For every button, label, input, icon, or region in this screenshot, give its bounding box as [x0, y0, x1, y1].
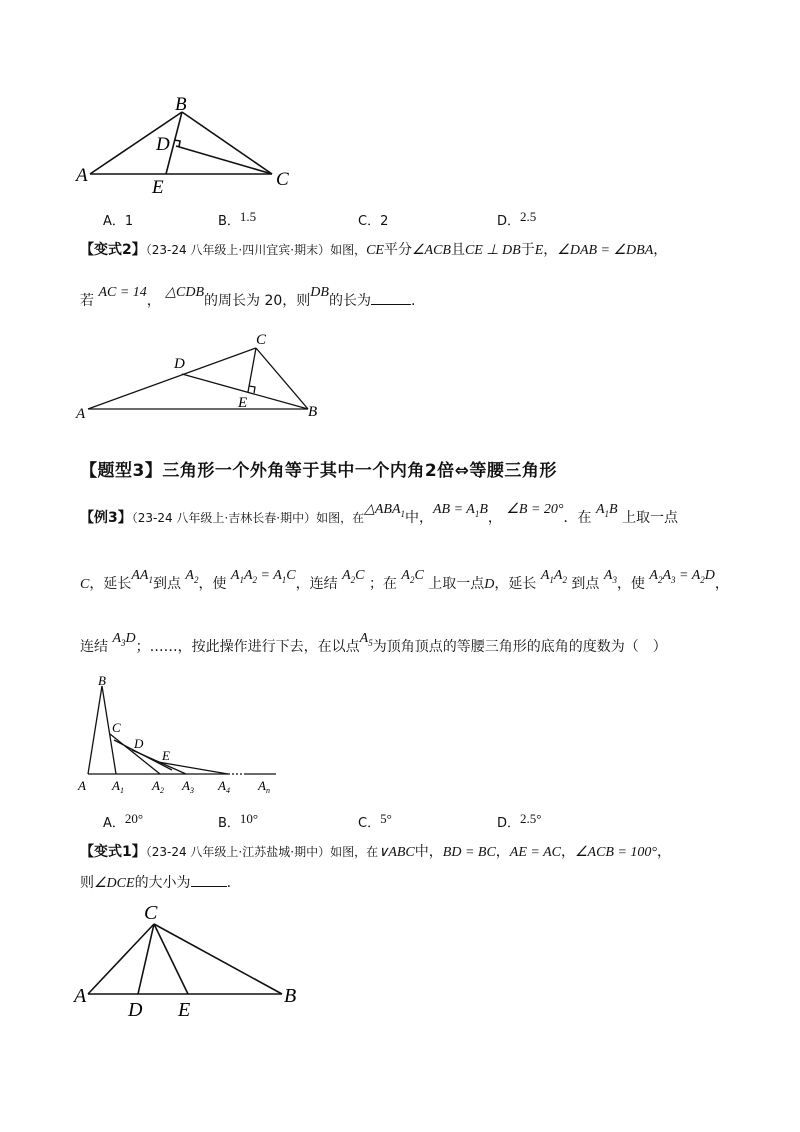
option-letter: C． [358, 214, 381, 229]
label-a: A [76, 406, 86, 422]
example3-line2 [80, 568, 729, 599]
option-d-3[interactable] [497, 812, 541, 831]
math-a2c [342, 568, 364, 583]
text: 的周长为 20，则 [204, 293, 311, 309]
text: A [595, 502, 605, 517]
math-angle-b: ∠B = 20° [506, 502, 564, 517]
text: AB = A [433, 502, 475, 517]
sub: 1 [400, 508, 405, 519]
answer-blank[interactable] [371, 290, 411, 305]
label-a: A [78, 778, 86, 793]
answer-blank[interactable] [191, 872, 227, 887]
label-b: B [308, 404, 318, 420]
text: . [410, 293, 416, 309]
option-letter: B． [218, 816, 240, 831]
label-a2: $A_2$ [152, 778, 164, 795]
text: 于 [520, 242, 535, 258]
text: A [185, 568, 194, 583]
text: 中， [414, 844, 443, 860]
sub: 2 [700, 574, 705, 585]
text: . [226, 875, 232, 891]
math-a1a2 [541, 568, 567, 583]
source-note: （23-24 八年级上·吉林长春·期中）如图，在 [131, 511, 365, 525]
label-d: D [156, 134, 170, 155]
option-letter: A． [103, 816, 125, 831]
text: D [704, 568, 715, 583]
example3-line3 [80, 631, 667, 662]
option-letter: D． [497, 214, 521, 229]
text: A [553, 568, 563, 583]
text: ， [495, 844, 510, 860]
option-value: 2 [380, 214, 389, 229]
text: ， [487, 510, 502, 526]
figure-triangle-acb-2 [72, 328, 332, 424]
variant-tag: 【变式2】 [80, 242, 146, 258]
text: A [401, 568, 410, 583]
text: ，延长 [89, 576, 132, 592]
text: = A [257, 568, 282, 583]
sub: 1 [604, 508, 610, 519]
label-d: D [174, 356, 185, 372]
text: A [540, 568, 550, 583]
label-a4: $A_4$ [218, 778, 230, 795]
variant1-line1 [80, 842, 671, 863]
figure-triangle-abc-1 [70, 92, 300, 202]
label-c: C [276, 169, 289, 190]
text: 且 [450, 242, 465, 258]
text: A [603, 568, 613, 583]
option-a-3[interactable] [103, 812, 143, 831]
label-e: E [162, 748, 170, 763]
math-perp: CE ⊥ DB [464, 243, 521, 258]
math-ac-14: AC = 14 [98, 285, 147, 300]
math-a3 [604, 568, 617, 583]
variant2-line2 [80, 285, 416, 312]
math-a2a3-a2d: $A_2A_3 = A_2D$ [649, 568, 715, 585]
math-ae-ac: AE = AC [509, 845, 561, 860]
variant2-line1 [80, 240, 667, 261]
label-b: B [284, 985, 297, 1007]
math-ce: CE [366, 243, 384, 258]
text: A [691, 568, 701, 583]
label-b: B [98, 673, 106, 688]
math-triangle-cdb: △CDB [165, 285, 205, 300]
text: 上取一点 [622, 510, 679, 526]
text: D [125, 631, 136, 646]
example-tag: 【例3】 [80, 510, 132, 526]
sub: 2 [193, 574, 199, 585]
option-b-3[interactable] [218, 812, 258, 831]
text: 中， [405, 510, 433, 526]
source-note: （23-24 八年级上·四川宜宾·期末）如图， [145, 243, 367, 257]
text: C [414, 568, 424, 583]
option-value: 10° [239, 811, 259, 826]
label-b: B [175, 94, 187, 115]
option-value: 20° [124, 811, 144, 826]
option-letter: D． [497, 816, 521, 831]
text: C [286, 568, 296, 583]
math-a3d [112, 631, 135, 646]
label-c: C [112, 720, 121, 735]
text: A [112, 631, 122, 646]
text: ，延长 [494, 576, 537, 592]
text: 平分 [383, 242, 412, 258]
sub: 2 [350, 574, 356, 585]
option-value: 5° [380, 811, 392, 826]
label-an: $A_n$ [258, 778, 270, 795]
sub: 2 [562, 574, 567, 585]
text: ；在 [368, 576, 397, 592]
sub: 1 [239, 574, 244, 585]
sub: 2 [657, 574, 663, 585]
text: A [243, 568, 253, 583]
math-triangle-abc: ∨ABC [378, 845, 415, 860]
math-aa1 [131, 568, 153, 583]
option-value: 1.5 [239, 209, 257, 224]
option-letter: C． [358, 816, 381, 831]
text: B [479, 502, 488, 517]
option-b-1[interactable] [218, 210, 256, 229]
option-value: 1 [124, 214, 134, 229]
text: 的大小为 [134, 875, 191, 891]
text: ，连结 [295, 576, 338, 592]
text: A [342, 568, 351, 583]
source-note: （23-24 八年级上·江苏盐城·期中）如图，在 [145, 845, 379, 859]
text: △ABA [364, 502, 401, 517]
sub: 1 [474, 508, 480, 519]
text: ；……，按此操作进行下去，在以点 [135, 639, 360, 655]
math-c: C [80, 577, 90, 592]
math-triangle-aba1 [364, 502, 405, 517]
sub: 2 [252, 574, 258, 585]
text: 到点 [571, 576, 600, 592]
option-value: 2.5° [520, 811, 542, 826]
math-angle-acb: ∠ACB [411, 243, 451, 258]
sub: 3 [612, 574, 617, 585]
math-a2c [401, 568, 423, 583]
text: AA [131, 568, 149, 583]
text: B [609, 502, 618, 517]
option-letter: B． [218, 214, 240, 229]
text: 若 [80, 293, 94, 309]
label-c: C [256, 332, 267, 348]
math-a1b [596, 502, 618, 517]
label-d: D [128, 999, 143, 1021]
math-angle-acb: ∠ACB = 100° [574, 845, 658, 860]
label-a3: $A_3$ [182, 778, 194, 795]
text: ， [560, 844, 575, 860]
label-e: E [238, 395, 248, 411]
text: 则 [80, 875, 94, 891]
text: ，使 [616, 576, 645, 592]
text: A [662, 568, 672, 583]
figure-isosceles-chain [72, 670, 282, 798]
option-a-1[interactable] [103, 210, 133, 229]
text: ．在 [563, 510, 592, 526]
sub: 3 [671, 574, 676, 585]
label-c: C [144, 902, 158, 924]
option-c-1[interactable] [358, 210, 388, 229]
math-ab-a1b [433, 502, 488, 517]
math-d: D [484, 577, 495, 592]
math-angle-eq: ∠DAB = ∠DBA [557, 243, 654, 258]
math-angle-dce: ∠DCE [94, 876, 135, 891]
option-value: 2.5 [520, 209, 537, 224]
label-a: A [74, 985, 87, 1007]
text: ， [543, 242, 558, 258]
section-heading-3: 【题型3】三角形一个外角等于其中一个内角2倍⇔等腰三角形 [80, 461, 557, 481]
text: ， [146, 293, 161, 309]
text: ， [653, 242, 668, 258]
sub: 2 [409, 574, 415, 585]
text: A [359, 631, 369, 646]
math-bd-bc: BD = BC [442, 845, 496, 860]
option-letter: A． [103, 214, 125, 229]
text: A [230, 568, 240, 583]
variant-tag: 【变式1】 [80, 844, 146, 860]
sub: 5 [368, 637, 373, 648]
text: 为顶角顶点的等腰三角形的底角的度数为（ ） [372, 639, 667, 655]
option-c-3[interactable] [358, 812, 392, 831]
math-a1a2-a1c [231, 568, 296, 583]
math-db: DB [310, 285, 329, 300]
text: 连结 [80, 639, 108, 655]
sub: 3 [121, 637, 126, 648]
math-a5 [360, 631, 373, 646]
text: 上取一点 [428, 576, 485, 592]
figure-triangle-abc-4 [72, 898, 332, 1022]
text: ，使 [198, 576, 227, 592]
label-e: E [152, 177, 164, 198]
text: ， [714, 576, 729, 592]
text: ， [657, 844, 672, 860]
example3-line1 [80, 502, 679, 533]
sub: 1 [549, 574, 554, 585]
sub: 1 [148, 574, 153, 585]
option-d-1[interactable] [497, 210, 536, 229]
sub: 1 [281, 574, 287, 585]
label-d: D [134, 736, 144, 751]
label-a: A [76, 165, 88, 186]
text: 的长为 [328, 293, 371, 309]
math-e: E [534, 243, 544, 258]
variant1-line2 [80, 872, 231, 894]
text: A [649, 568, 658, 583]
label-e: E [178, 999, 191, 1021]
text: 到点 [152, 576, 181, 592]
math-a2 [185, 568, 198, 583]
label-a1: $A_1$ [112, 778, 124, 795]
text: C [355, 568, 365, 583]
